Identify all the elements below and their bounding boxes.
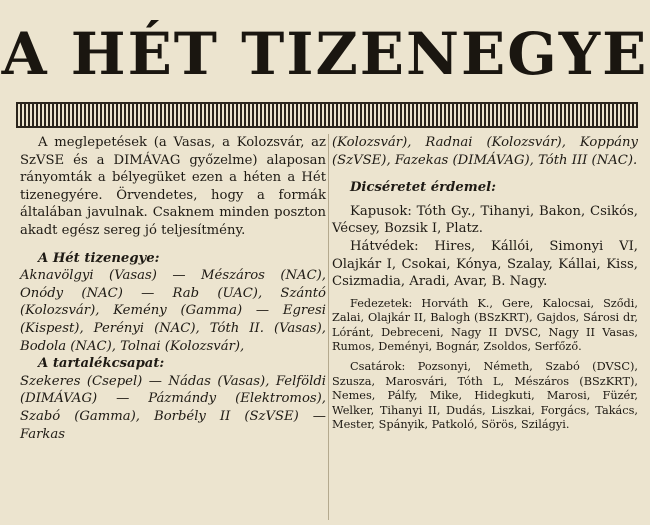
backs-list: Hátvédek: Hires, Kállói, Simonyi VI, Olajkár I, Csokai, Kónya, Szalay, Kállai, Kiss, Csizmadia, Aradi, Avar, B. Nagy. <box>332 238 638 290</box>
goalkeepers-list: Kapusok: Tóth Gy., Tihanyi, Bakon, Csikós, Vécsey, Bozsik I, Platz. <box>332 203 638 237</box>
team-list: Aknavölgyi (Vasas) — Mészáros (NAC), Onódy (NAC) — Rab (UAC), Szántó (Kolozsvár), Kemény (Gamma) — Egresi (Kispest), Perényi (NAC), Tóth II. (Vasas), Bodola (NAC), Tolnai (Kolozsvár), <box>20 268 326 354</box>
praise-heading: Dicséretet érdemel: <box>350 180 496 196</box>
article-headline: A HÉT TIZENEGYE <box>1 20 649 88</box>
reserve-heading: A tartalékcsapat: <box>38 356 165 372</box>
halfbacks-list: Fedezetek: Horváth K., Gere, Kalocsai, Sződi, Zalai, Olajkár II, Balogh (BSzKRT), Gajdos, Sárosi dr, Lóránt, Debreceni, Nagy II DVSC, Nagy II Vasas, Rumos, Deményi, Bognár, Zsoldos, Serfőző. <box>332 296 638 353</box>
left-column <box>20 134 326 443</box>
right-column <box>332 134 638 432</box>
team-heading: A Hét tizenegye: <box>38 250 160 266</box>
forwards-list: Csatárok: Pozsonyi, Németh, Szabó (DVSC), Szusza, Marosvári, Tóth L, Mészáros (BSzKRT), Nemes, Pálfy, Mike, Hidegkuti, Marosi, Füzér, Welker, Tihanyi II, Dudás, Liszkai, Forgács, Takács, Mester, Spányik, Patkoló, Sörös, Szilágyi. <box>332 360 638 431</box>
decorative-rule <box>16 102 638 128</box>
intro-paragraph: A meglepetések (a Vasas, a Kolozsvár, az SzVSE és a DIMÁVAG győzelme) alaposan rányomták a bélyegüket ezen a héten a Hét tizenegyére. Örvendetes, hogy a formák általában javulnak. Csaknem minden poszton akadt egész sereg jó teljesítmény. <box>20 135 326 238</box>
reserve-list: Szekeres (Csepel) — Nádas (Vasas), Felföldi (DIMÁVAG) — Pázmándy (Elektromos), Szabó (Gamma), Borbély II (SzVSE) — Farkas <box>20 373 326 442</box>
reserve-list-continued: (Kolozsvár), Radnai (Kolozsvár), Koppány (SzVSE), Fazekas (DIMÁVAG), Tóth III (NAC). <box>332 135 638 168</box>
column-divider <box>328 134 329 520</box>
